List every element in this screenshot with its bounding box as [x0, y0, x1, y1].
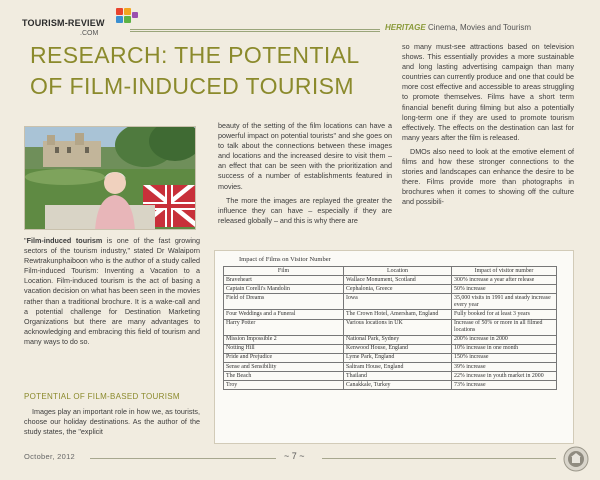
table-row: [224, 310, 557, 319]
table-row: [224, 372, 557, 381]
cell-film: Harry Potter: [224, 319, 344, 335]
footer-rule-left: [90, 458, 276, 459]
cell-film: Braveheart: [224, 276, 344, 285]
logo-com: .COM: [80, 30, 99, 37]
logo-square-icon: [124, 16, 131, 23]
article-column-1b: [24, 407, 200, 441]
article-photo: [24, 126, 196, 230]
cell-impact: 150% increase: [452, 353, 557, 362]
article-column-3: [402, 42, 574, 212]
cell-impact: 300% increase a year after release: [452, 276, 557, 285]
cell-location: Thailand: [344, 372, 452, 381]
photo-illustration: [25, 127, 196, 230]
cell-impact: Fully booked for at least 3 years: [452, 310, 557, 319]
cell-impact: 50% increase: [452, 285, 557, 294]
table-header-film: Film: [224, 267, 344, 276]
cell-film: Field of Dreams: [224, 294, 344, 310]
table-row: [224, 285, 557, 294]
col1-paragraph-1: [24, 236, 200, 347]
table-title: Impact of Films on Visitor Number: [239, 256, 331, 263]
table-row: [224, 381, 557, 390]
col2-paragraph-2: The more the images are replayed the greater the influence they can have – especially if they are released globally – and this is why there are: [218, 195, 392, 225]
cell-location: Cephalonia, Greece: [344, 285, 452, 294]
table-row: [224, 335, 557, 344]
cell-impact: 200% increase in 2000: [452, 335, 557, 344]
logo-square-icon: [116, 16, 123, 23]
cell-film: Pride and Prejudice: [224, 353, 344, 362]
table-header-row: [224, 267, 557, 276]
cell-impact: 22% increase in youth market in 2000: [452, 372, 557, 381]
logo-square-icon: [116, 8, 123, 15]
cell-film: Mission Impossible 2: [224, 335, 344, 344]
title-line-2: OF FILM-INDUCED TOURISM: [30, 73, 354, 99]
cell-location: Various locations in UK: [344, 319, 452, 335]
cell-impact: 73% increase: [452, 381, 557, 390]
col3-paragraph-1: so many must-see attractions based on television shows. This essentially provides a more sustainable and long lasting advertising campaign than many countries can currently produce and one that could be more cost effective and accessible to areas struggling to promote themselves. Films have a short term financial benefit during filming but also a potentially long-term one if they are used to promote tourism effectively. The effects on the destination can last for many years after the film is released.: [402, 42, 574, 142]
col3-paragraph-2: DMOs also need to look at the emotive element of films and how these stronger connections to the stories and landscapes can enhance the desire to be there. Films provide more than photographs in brochures when it comes to showing off the culture and possibili-: [402, 146, 574, 207]
home-badge-icon[interactable]: [563, 446, 589, 472]
table-row: [224, 294, 557, 310]
col1-bold-term: Film-induced tourism: [26, 236, 103, 245]
cell-location: Iowa: [344, 294, 452, 310]
article-title: [30, 40, 385, 102]
logo-square-icon: [132, 12, 138, 18]
footer-rule-right: [322, 458, 556, 459]
table-row: [224, 353, 557, 362]
col1-paragraph-2: Images play an important role in how we, as tourists, choose our holiday destinations. As the author of the study states, the "explicit: [24, 407, 200, 437]
col1-open-quote: ": [24, 236, 27, 245]
cell-location: Canakkale, Turkey: [344, 381, 452, 390]
cell-film: The Beach: [224, 372, 344, 381]
cell-impact: 10% increase in one month: [452, 344, 557, 353]
page-number: ~ 7 ~: [284, 451, 305, 461]
section-tag: [385, 23, 531, 32]
section-rest: Cinema, Movies and Tourism: [425, 23, 531, 32]
col1-p1-rest: is one of the fast growing sectors of the tourism industry," stated Dr Walaiporn Rewtrakunphaiboon who is the author of a study called Film-induced Tourism: Inventing a Vacation to a Location. Film-induced tourism is the act of basing a vacation decision on what has been seen in the movies rather than a traditional brochure. It is a wake-call and a potential challenge for Destination Marketing Organizations but there are many advantages to acknowledging and embracing this field of tourism and many ways to do so.: [24, 236, 201, 346]
table-row: [224, 319, 557, 335]
title-line-1: RESEARCH: THE POTENTIAL: [30, 42, 360, 68]
cell-impact: Increase of 50% or more in all filmed locations: [452, 319, 557, 335]
tourism-review-logo[interactable]: [22, 8, 142, 42]
impact-table-panel: [214, 250, 574, 444]
cell-impact: 35,000 visits in 1991 and steady increase every year: [452, 294, 557, 310]
impact-table: [223, 266, 557, 390]
table-header-location: Location: [344, 267, 452, 276]
table-row: [224, 276, 557, 285]
cell-location: Kenwood House, England: [344, 344, 452, 353]
cell-film: Notting Hill: [224, 344, 344, 353]
cell-film: Troy: [224, 381, 344, 390]
cell-location: Saltram House, England: [344, 363, 452, 372]
article-column-2: [218, 121, 392, 230]
cell-location: The Crown Hotel, Amersham, England: [344, 310, 452, 319]
article-column-1: [24, 236, 200, 351]
header-rule: [130, 29, 380, 32]
cell-location: Lyme Park, England: [344, 353, 452, 362]
cell-film: Sense and Sensibility: [224, 363, 344, 372]
badge-graphic: [563, 446, 589, 472]
table-row: [224, 363, 557, 372]
cell-location: Wallace Monument, Scotland: [344, 276, 452, 285]
cell-location: National Park, Sydney: [344, 335, 452, 344]
footer-date: October, 2012: [24, 452, 76, 461]
section-highlight: HERITAGE: [385, 23, 426, 32]
section-subheading: POTENTIAL OF FILM-BASED TOURISM: [24, 392, 180, 401]
cell-film: Four Weddings and a Funeral: [224, 310, 344, 319]
table-row: [224, 344, 557, 353]
cell-film: Captain Corelli's Mandolin: [224, 285, 344, 294]
table-header-impact: Impact of visitor number: [452, 267, 557, 276]
cell-impact: 39% increase: [452, 363, 557, 372]
logo-square-icon: [124, 8, 131, 15]
col2-paragraph-1: beauty of the setting of the film locations can have a powerful impact on potential tourists" and she goes on to talk about the connections between these images and locations and the increased desire to visit them – an effect that can be seen with the prioritization and success of a number of establishments featured in movies.: [218, 121, 392, 191]
logo-text: TOURISM-REVIEW: [22, 18, 105, 28]
